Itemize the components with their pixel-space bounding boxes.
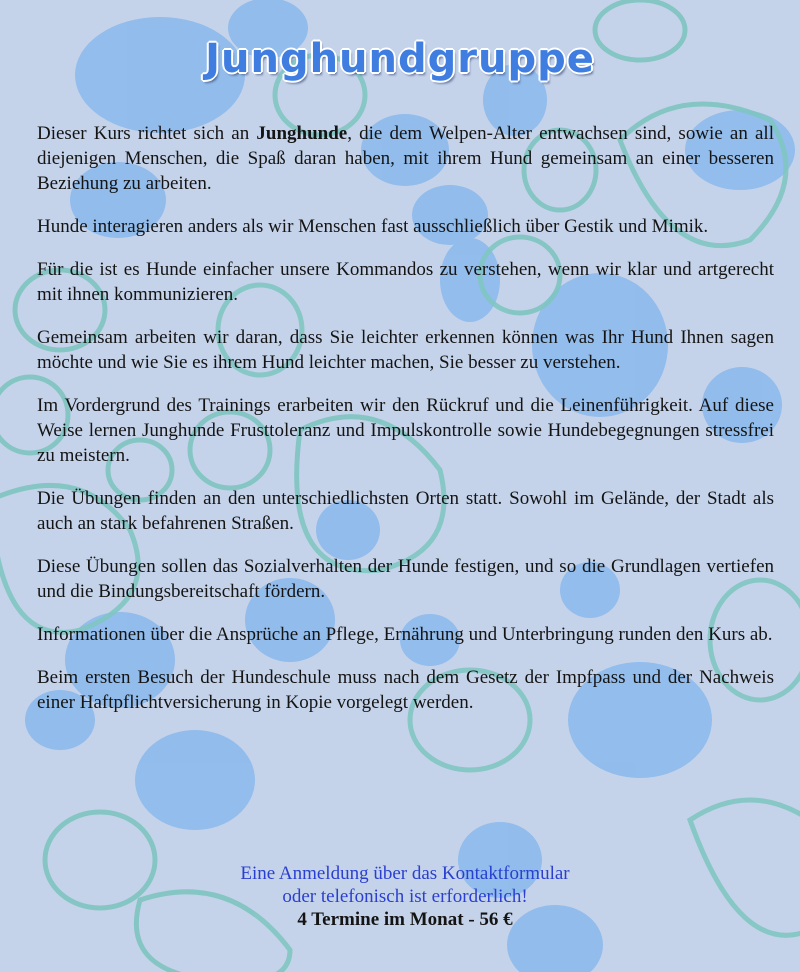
registration-line-2: oder telefonisch ist erforderlich! — [282, 886, 528, 907]
paragraph: Beim ersten Besuch der Hundeschule muss nach dem Gesetz der Impfpass und der Nachweis einer Haftpflichtversicherung in Kopie vorgelegt werden. — [37, 667, 774, 713]
paragraph: Diese Übungen sollen das Sozialverhalten der Hunde festigen, und so die Grundlagen vertiefen und die Bindungsbereitschaft fördern. — [37, 556, 774, 602]
paragraph: Informationen über die Ansprüche an Pflege, Ernährung und Unterbringung runden den Kurs ab. — [37, 624, 773, 645]
paragraph: Dieser Kurs richtet sich an Junghunde, die dem Welpen-Alter entwachsen sind, sowie an all diejenigen Menschen, die Spaß daran haben, mit ihrem Hund gemeinsam an einer besseren Beziehung zu arbeiten. — [37, 123, 774, 194]
paragraph: Für die ist es Hunde einfacher unsere Kommandos zu verstehen, wenn wir klar und artgerecht mit ihnen kommunizieren. — [37, 259, 774, 305]
page-title: Junghundgruppe — [205, 36, 595, 82]
paragraph: Gemeinsam arbeiten wir daran, dass Sie leichter erkennen können was Ihr Hund Ihnen sagen möchte und wie Sie es ihrem Hund leichter machen, Sie besser zu verstehen. — [37, 327, 774, 373]
registration-line-1: Eine Anmeldung über das Kontaktformular — [240, 863, 570, 884]
price-info: 4 Termine im Monat - 56 € — [297, 909, 513, 930]
paragraph: Hunde interagieren anders als wir Menschen fast ausschließlich über Gestik und Mimik. — [37, 216, 709, 237]
registration-note — [0, 862, 800, 931]
paragraph: Die Übungen finden an den unterschiedlichsten Orten statt. Sowohl im Gelände, der Stadt als auch an stark befahrenen Straßen. — [37, 488, 774, 534]
paragraph: Im Vordergrund des Trainings erarbeiten wir den Rückruf und die Leinenführigkeit. Auf diese Weise lernen Junghunde Frusttoleranz und Impulskontrolle sowie Hundebegegnungen stressfrei zu meistern. — [37, 395, 774, 466]
course-description — [37, 121, 774, 733]
highlight-term: Junghunde — [256, 123, 348, 144]
